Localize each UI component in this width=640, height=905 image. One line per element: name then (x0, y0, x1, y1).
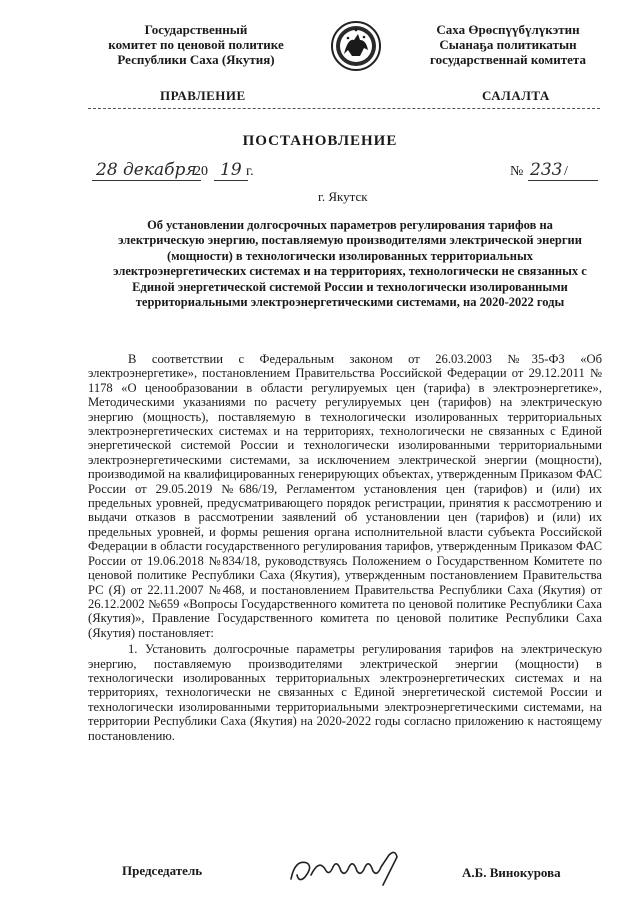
document-type-title: ПОСТАНОВЛЕНИЕ (242, 133, 398, 149)
city: г. Якутск (318, 189, 368, 204)
body-preamble: В соответствии с Федеральным законом от 26.03.2003 №35-ФЗ «Об электроэнергетике», постановлением Правительства Российской Федерации от 29.12.2011 № 1178 «О ценообразовании в области регулируемых цен (тарифа) в электроэнергетике», Методическими указаниями по расчету регулируемых цен (тарифов) на электрическую энергию (мощность), поставляемую в технологически изолированных территориальных электроэнергетических системах и на территориях, технологически не связанных с Единой энергетической системой России и технологически изолированными территориальными электроэнергетическими системами, за исключением электрической энергии (мощности), производимой на квалифицированных генерирующих объектах, утвержденным Приказом ФАС России от 29.05.2019 №686/19, Регламентом установления цен (тарифов) и (или) их предельных уровней, предусматривающего порядок регистрации, принятия к рассмотрению и выдачи отказов в рассмотрении заявлений об установлении цен (тарифов) и (или) их предельных уровней, и формы решения органа исполнительной власти субъекта Российской Федерации в области государственного регулирования тарифов, утвержденным Приказом ФАС России от 19.06.2018 №834/18, руководствуясь Положением о Государственном Комитете по ценовой политике Республики Саха (Якутия), утвержденным постановлением Правительства РС (Я) от 22.11.2007 №468, и постановлением Правительства Республики Саха (Якутия) от 26.12.2002 №659 «Вопросы Государственного комитета по ценовой политике Республики Саха (Якутия)», Правление Государственного комитета по ценовой политике Республики Саха (Якутия) постановляет: (88, 352, 602, 640)
document-subject: Об установлении долгосрочных параметров регулирования тарифов на электрическую энергию, поставляемую производителями электрической энергии (мощности) в технологически изолированных территориальных электроэнергетических системах и на территориях, технологически не связанных с Единой энергетической системой России и технологически изолированными территориальными электроэнергетическими системами, на 2020-2022 годы (113, 218, 587, 310)
header-left-line-3: Республики Саха (Якутия) (117, 52, 275, 67)
date-year-suffix: 19 (214, 160, 248, 181)
header-left-sub: ПРАВЛЕНИЕ (160, 88, 246, 103)
number-suffix: / (564, 164, 598, 181)
date-year-prefix: 20 (194, 164, 208, 179)
number-prefix: № (510, 164, 524, 179)
header-right-line-1: Саха Өрөспүүбүлүкэтин (436, 22, 580, 37)
header-left-line-1: Государственный (144, 22, 248, 37)
signature-role: Председатель (122, 863, 203, 878)
header-right (408, 22, 608, 67)
document-body (88, 352, 602, 743)
handwritten-signature-icon (285, 845, 415, 891)
header-right-line-2: Сыанаҕа политикатын (439, 37, 577, 52)
header-left (96, 22, 296, 67)
date-year-unit: г. (246, 164, 254, 179)
header-divider (88, 108, 600, 109)
number-value: 233 (530, 160, 563, 180)
header-right-sub: САЛАЛТА (482, 88, 550, 103)
header-left-line-2: комитет по ценовой политике (108, 37, 284, 52)
signature-name: А.Б. Винокурова (462, 865, 561, 880)
header-right-line-3: государственнай комитета (430, 52, 586, 67)
sakha-emblem-icon (330, 18, 382, 74)
date-day-month: 28 декабря (92, 160, 201, 181)
date-number-row (92, 158, 612, 184)
body-item-1: 1. Установить долгосрочные параметры регулирования тарифов на электрическую энергию, поставляемую производителями электрической энергии (мощности) в технологически изолированных территориальных электроэнергетических системах и на территориях, технологически не связанных с Единой энергетической системой России и технологически изолированными территориальными электроэнергетическими системами, на территории Республики Саха (Якутия) на 2020-2022 годы согласно приложению к настоящему постановлению. (88, 642, 602, 743)
